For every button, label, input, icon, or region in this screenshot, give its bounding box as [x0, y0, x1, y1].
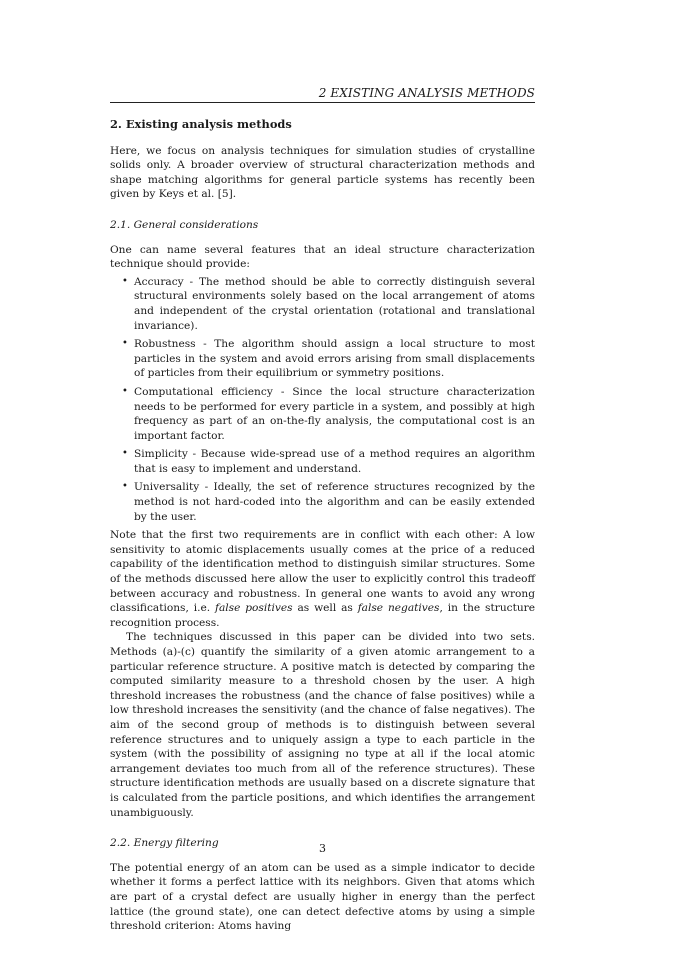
list-item-text: Robustness - The algorithm should assign a local structure to most particles in the system and avoid errors arising from small displacements of particles from their equilibrium or symmetry positions.: [134, 338, 535, 380]
list-item-text: Universality - Ideally, the set of reference structures recognized by the method is not hard-coded into the algorithm and can be easily extended by the user.: [134, 481, 535, 523]
bullet-icon: •: [122, 448, 128, 460]
list-item: [122, 337, 535, 381]
subsection-intro: One can name several features that an ideal structure characterization technique should provide:: [110, 243, 535, 271]
list-item: [122, 275, 535, 333]
list-item-text: Accuracy - The method should be able to correctly distinguish several structural environments solely based on the local arrangement of atoms and independent of the crystal orientation (rotational and translational invariance).: [134, 275, 535, 332]
bullet-icon: •: [122, 275, 128, 287]
bullet-icon: •: [122, 385, 128, 397]
list-item: [122, 385, 535, 443]
header-rule: [110, 102, 535, 103]
page-number: 3: [319, 842, 326, 855]
paragraph-text: Note that the first two requirements are in conflict with each other: A low sensitivity to atomic displacements usually comes at the price of a reduced capability of the identification method to distinguish similar structures. Some of the methods discussed here allow the user to explicitly control this tradeoff between accuracy and robustness. In general one wants to avoid any wrong classifications, i.e.: [110, 529, 535, 615]
main-content: [110, 117, 535, 934]
paragraph-method-groups: The techniques discussed in this paper can be divided into two sets. Methods (a)-(c) quantify the similarity of a given atomic arrangement to a particular reference structure. A positive match is detected by comparing the computed similarity measure to a threshold chosen by the user. A high threshold increases the robustness (and the chance of false positives) while a low threshold increases the sensitivity (and the chance of false negatives). The aim of the second group of methods is to distinguish between several reference structures and to uniquely assign a type to each particle in the system (with the possibility of assigning no type at all if the local atomic arrangement deviates too much from all of the reference structures). These structure identification methods are usually based on a discrete signature that is calculated from the particle positions, and which identifies the arrangement unambiguously.: [110, 631, 535, 819]
paragraph-text: , in the structure recognition process.: [110, 602, 535, 629]
requirements-list: [110, 275, 535, 525]
bullet-icon: •: [122, 338, 128, 350]
subsection-title-general-considerations: 2.1. General considerations: [110, 218, 259, 231]
list-item-text: Simplicity - Because wide-spread use of a method requires an algorithm that is easy to implement and understand.: [134, 448, 535, 475]
term-false-positives: false positives: [215, 602, 293, 615]
bullet-icon: •: [122, 481, 128, 493]
list-item: [122, 480, 535, 524]
running-head: 2 EXISTING ANALYSIS METHODS: [318, 86, 535, 100]
list-item-text: Computational efficiency - Since the local structure characterization needs to be performed for every particle in a system, and possibly at high frequency as part of an on-the-fly analysis, the computational cost is an important factor.: [134, 385, 535, 442]
subsection-title-energy-filtering: 2.2. Energy filtering: [110, 837, 219, 850]
section-intro: Here, we focus on analysis techniques for simulation studies of crystalline solids only. A broader overview of structural characterization methods and shape matching algorithms for general particle systems has recently been given by Keys et al. [5].: [110, 144, 535, 201]
paragraph-text: as well as: [292, 602, 358, 615]
term-false-negatives: false negatives: [357, 602, 440, 615]
paragraph-tradeoff: [110, 528, 535, 630]
section-title: 2. Existing analysis methods: [110, 117, 292, 131]
paragraph-energy-filtering: The potential energy of an atom can be used as a simple indicator to decide whether it forms a perfect lattice with its neighbors. Given that atoms which are part of a crystal defect are usually higher in energy than the perfect lattice (the ground state), one can detect defective atoms by using a simple threshold criterion: Atoms having: [110, 861, 535, 933]
list-item: [122, 447, 535, 476]
